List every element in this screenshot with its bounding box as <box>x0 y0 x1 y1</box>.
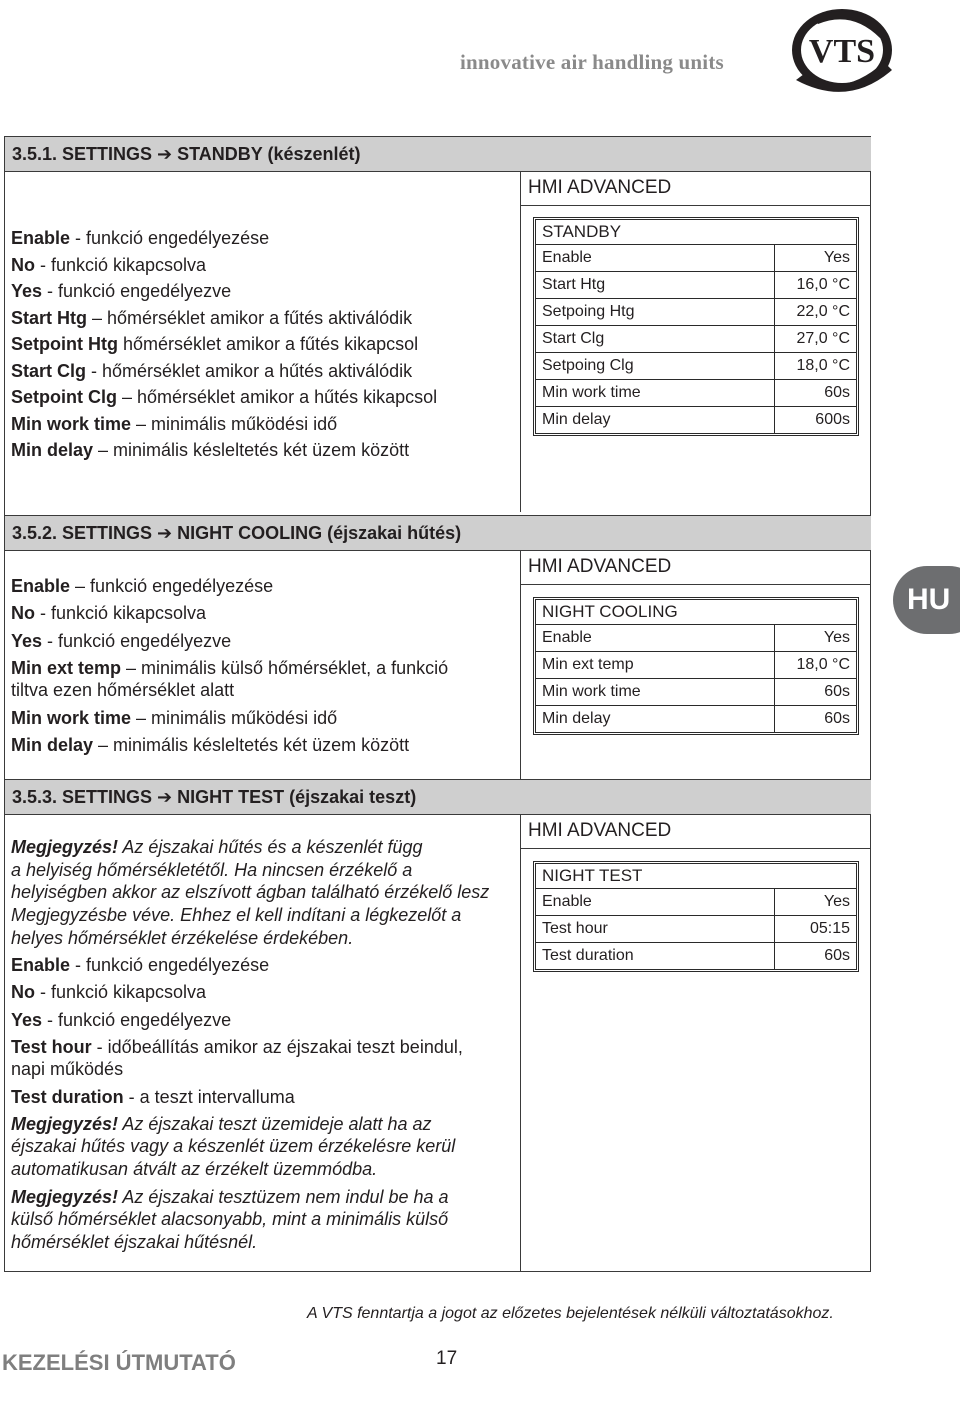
page-number: 17 <box>436 1348 458 1369</box>
language-tab-label: HU <box>907 583 951 616</box>
logo-text: VTS <box>808 33 876 70</box>
panel-row: Setpoing Clg 18,0 °C <box>536 353 856 380</box>
hmi-label-box <box>521 815 871 849</box>
panel-title: NIGHT TEST <box>536 864 856 889</box>
panel-row: Setpoing Htg 22,0 °C <box>536 299 856 326</box>
section-title: 3.5.2. SETTINGS ➔ NIGHT COOLING (éjszakai hűtés) <box>12 523 462 543</box>
panel-row: Min ext temp 18,0 °C <box>536 652 856 679</box>
divider <box>520 815 521 1272</box>
hmi-label: HMI ADVANCED <box>528 556 672 577</box>
panel-row: Min work time 60s <box>536 679 856 706</box>
manual-title: KEZELÉSI ÚTMUTATÓ <box>2 1350 236 1375</box>
panel-row: Start Clg 27,0 °C <box>536 326 856 353</box>
panel-row: Min delay 60s <box>536 706 856 732</box>
hmi-label-box <box>521 551 871 585</box>
panel-row: Enable Yes <box>536 625 856 652</box>
section-header-night-test <box>5 779 871 815</box>
hmi-panel-standby <box>533 217 859 436</box>
hmi-label-box <box>521 172 871 206</box>
divider <box>520 172 521 512</box>
hmi-label: HMI ADVANCED <box>528 820 672 841</box>
tagline: innovative air handling units <box>460 50 724 74</box>
footer-note: A VTS fenntartja a jogot az előzetes bejelentések nélküli változtatásokhoz. <box>307 1305 834 1322</box>
section-header-standby <box>5 136 871 172</box>
panel-row: Test hour 05:15 <box>536 916 856 943</box>
hmi-panel-night-test <box>533 861 859 972</box>
panel-title: NIGHT COOLING <box>536 600 856 625</box>
panel-row: Min delay 600s <box>536 407 856 433</box>
panel-row: Enable Yes <box>536 245 856 272</box>
panel-row: Start Htg 16,0 °C <box>536 272 856 299</box>
section-title: 3.5.1. SETTINGS ➔ STANDBY (készenlét) <box>12 144 361 164</box>
section-header-night-cooling <box>5 515 871 551</box>
section-title: 3.5.3. SETTINGS ➔ NIGHT TEST (éjszakai teszt) <box>12 787 417 807</box>
vts-logo <box>784 4 896 94</box>
hmi-panel-night-cooling <box>533 597 859 735</box>
panel-row: Min work time 60s <box>536 380 856 407</box>
language-tab <box>893 566 960 634</box>
divider <box>520 551 521 779</box>
panel-row: Test duration 60s <box>536 943 856 969</box>
panel-title: STANDBY <box>536 220 856 245</box>
panel-row: Enable Yes <box>536 889 856 916</box>
hmi-label: HMI ADVANCED <box>528 177 672 198</box>
